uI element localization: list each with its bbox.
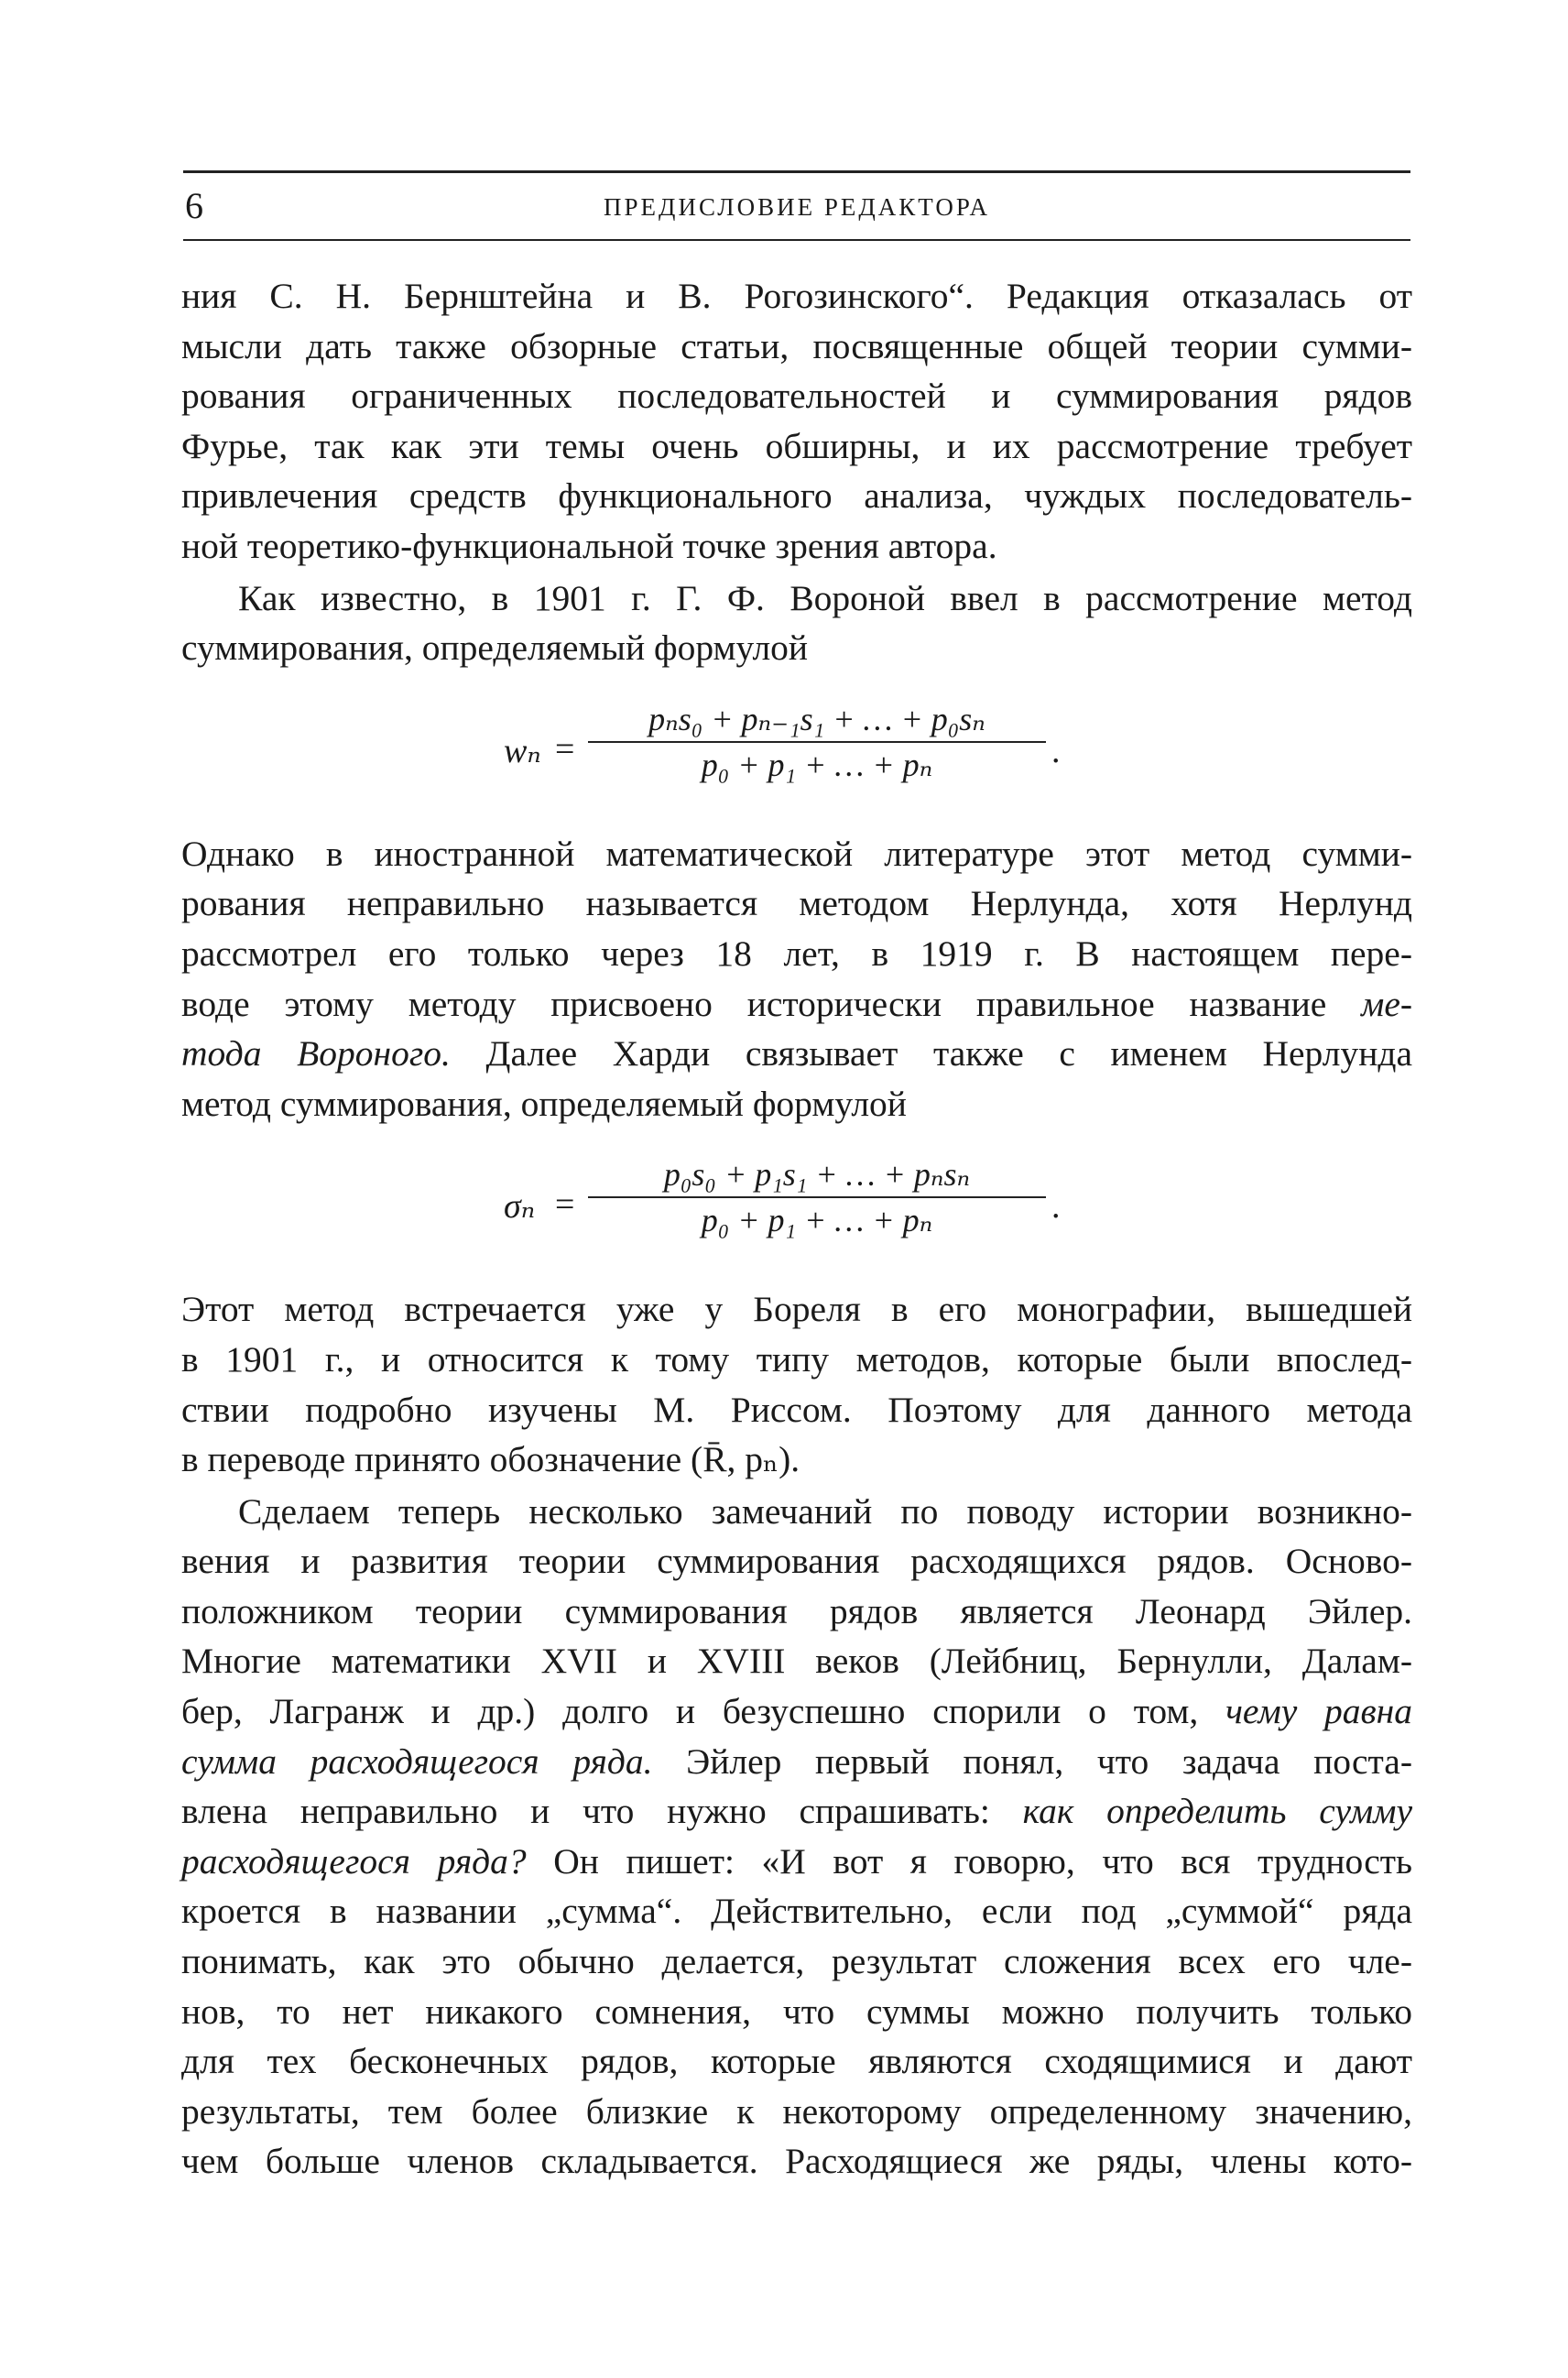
text-line: результаты, тем более близкие к некоторому определенному значению, xyxy=(181,2090,1412,2132)
formula-denominator: p₀ + p₁ + … + pₙ xyxy=(701,746,933,783)
text-line xyxy=(181,1786,1412,1837)
paragraph-4 xyxy=(181,1284,1412,1484)
text-line: суммирования, определяемый формулой xyxy=(181,627,809,669)
text-line: метод суммирования, определяемый формулой xyxy=(181,1083,907,1124)
text-line: Как известно, в 1901 г. Г. Ф. Вороной ввел в рассмотрение метод xyxy=(238,577,1412,618)
text-line: Многие математики XVII и XVIII веков (Лейбниц, Бернулли, Далам- xyxy=(181,1641,1412,1682)
italic-phrase: как определить сумму xyxy=(1022,1791,1412,1832)
text-line: для тех бесконечных рядов, которые являются сходящимися и дают xyxy=(181,2041,1412,2082)
italic-phrase: чему равна xyxy=(1225,1691,1412,1732)
text-line xyxy=(181,1737,1412,1787)
text-line: в 1901 г., и относится к тому типу методов, которые были впослед- xyxy=(181,1338,1412,1380)
text-line: мысли дать также обзорные статьи, посвященные общей теории сумми- xyxy=(181,325,1412,366)
text-line: Фурье, так как эти темы очень обширны, и их рассмотрение требует xyxy=(181,425,1412,466)
formula-period: . xyxy=(1051,731,1061,770)
italic-phrase: сумма расходящегося ряда. xyxy=(181,1740,653,1782)
text-line: положником теории суммирования рядов является Леонард Эйлер. xyxy=(181,1590,1412,1631)
italic-phrase: расходящегося ряда? xyxy=(181,1840,527,1882)
text-line: чем больше членов складывается. Расходящиеся же ряды, члены кото- xyxy=(181,2141,1412,2182)
text-line: ния С. Н. Бернштейна и В. Рогозинского“. Редакция отказалась от xyxy=(181,276,1412,316)
running-title: ПРЕДИСЛОВИЕ РЕДАКТОРА xyxy=(604,193,990,221)
text-line: рования ограниченных последовательностей и суммирования рядов xyxy=(181,376,1412,417)
formula-voronoi xyxy=(181,673,1412,829)
text-segment: бер, Лагранж и др.) долго и безуспешно спорили о том, xyxy=(181,1691,1226,1732)
paragraph-3 xyxy=(181,829,1412,1129)
formula-fraction xyxy=(588,1154,1046,1240)
italic-term: тода Вороного. xyxy=(181,1033,451,1074)
text-line: рования неправильно называется методом Нерлунда, хотя Нерлунд xyxy=(181,883,1412,924)
page-body xyxy=(181,271,1412,2187)
formula-equals: = xyxy=(555,1185,575,1225)
italic-term: ме- xyxy=(1361,983,1413,1024)
page-header xyxy=(183,170,1410,241)
text-line: вения и развития теории суммирования расходящихся рядов. Осново- xyxy=(181,1541,1412,1582)
text-line xyxy=(181,1837,1412,1887)
text-line xyxy=(181,979,1412,1030)
text-line: Однако в иностранной математической литературе этот метод сумми- xyxy=(181,833,1412,874)
fraction-bar xyxy=(588,1196,1046,1198)
formula-lhs: wₙ xyxy=(504,731,541,770)
formula-period: . xyxy=(1051,1187,1061,1227)
paragraph-1 xyxy=(181,271,1412,572)
text-line xyxy=(181,1686,1412,1737)
text-line xyxy=(181,1029,1412,1079)
formula-denominator: p₀ + p₁ + … + pₙ xyxy=(701,1202,933,1239)
paragraph-2 xyxy=(181,573,1412,673)
formula-riesz xyxy=(181,1129,1412,1284)
text-segment: Он пишет: «И вот я говорю, что вся трудность xyxy=(526,1840,1412,1882)
text-line: ной теоретико-функциональной точке зрения автора. xyxy=(181,525,997,566)
text-line: понимать, как это обычно делается, результат сложения всех его чле- xyxy=(181,1941,1412,1982)
text-line: рассмотрел его только через 18 лет, в 1919 г. В настоящем пере- xyxy=(181,933,1412,974)
formula-equals: = xyxy=(555,729,575,769)
formula-numerator: pₙs₀ + pₙ₋₁s₁ + … + p₀sₙ xyxy=(648,700,985,737)
text-segment: влена неправильно и что нужно спрашивать: xyxy=(181,1791,1023,1832)
fraction-bar xyxy=(588,741,1046,743)
formula-numerator: p₀s₀ + p₁s₁ + … + pₙsₙ xyxy=(663,1156,971,1194)
text-line: ствии подробно изучены М. Риссом. Поэтому для данного метода xyxy=(181,1389,1412,1430)
text-segment: Эйлер первый понял, что задача поста- xyxy=(652,1740,1412,1782)
page-number: 6 xyxy=(185,185,203,226)
text-line: Сделаем теперь несколько замечаний по поводу истории возникно- xyxy=(238,1490,1412,1532)
text-line: в переводе принято обозначение (R̄, pₙ). xyxy=(181,1439,800,1480)
text-segment: Далее Харди связывает также с именем Нерлунда xyxy=(450,1033,1413,1074)
text-line: Этот метод встречается уже у Бореля в его монографии, вышедшей xyxy=(181,1289,1412,1330)
text-line: нов, то нет никакого сомнения, что суммы можно получить только xyxy=(181,1991,1412,2032)
paragraph-5 xyxy=(181,1487,1412,2187)
text-line: кроется в названии „сумма“. Действительно, если под „суммой“ ряда xyxy=(181,1891,1412,1932)
formula-fraction xyxy=(588,699,1046,785)
text-line: привлечения средств функционального анализа, чуждых последователь- xyxy=(181,475,1412,517)
formula-lhs: σₙ xyxy=(504,1187,536,1227)
text-segment: воде этому методу присвоено исторически правильное название xyxy=(181,983,1327,1024)
